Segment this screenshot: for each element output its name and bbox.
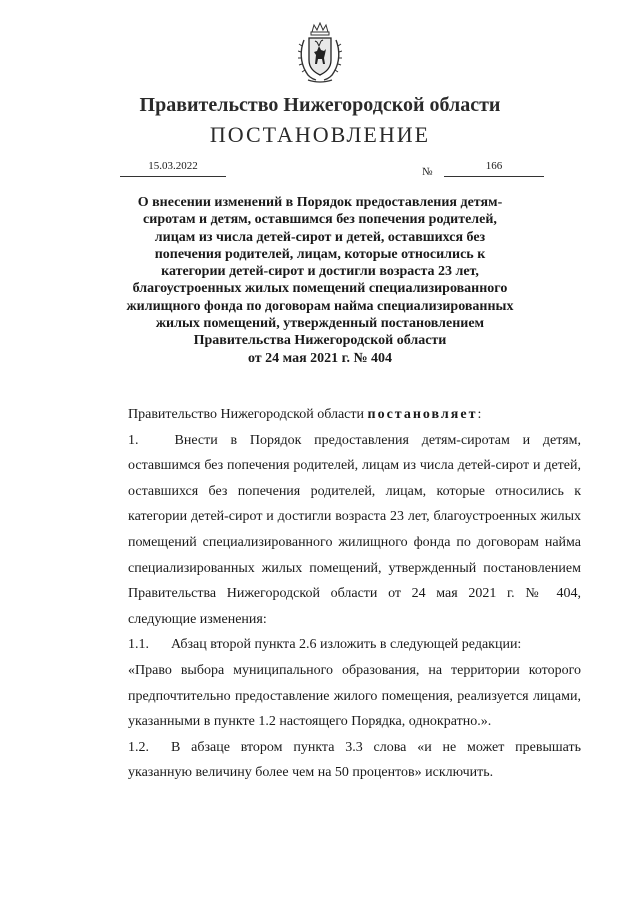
heading-line: от 24 мая 2021 г. № 404	[247, 350, 393, 366]
paragraph-1-2-text: В абзаце втором пункта 3.3 слова «и не может превышать указанную величину более чем на 50 процентов» исключить.	[128, 739, 581, 781]
heading-line: сиротам и детям, оставшимся без попечения родителей,	[143, 212, 497, 228]
heading-line: жилых помещений, утвержденный постановлением	[155, 316, 485, 332]
heading-line: благоустроенных жилых помещений специализированного	[132, 281, 508, 297]
paragraph-1-1-number: 1.1.	[128, 637, 149, 653]
number-underline	[444, 176, 544, 177]
date-underline	[120, 176, 226, 177]
date-field	[120, 160, 226, 178]
number-field	[422, 160, 544, 178]
intro-prefix: Правительство Нижегородской области	[128, 407, 364, 422]
heading-line: О внесении изменений в Порядок предоставления детям-	[137, 195, 503, 210]
number-sign: №	[422, 166, 433, 178]
intro-verb: постановляет	[367, 407, 478, 422]
heading-line: категории детей-сирот и достигли возраста 23 лет,	[161, 264, 479, 280]
document-heading	[110, 194, 530, 367]
date-value: 15.03.2022	[148, 160, 198, 172]
paragraph-1-1-text: Абзац второй пункта 2.6 изложить в следующей редакции:	[171, 637, 522, 653]
paragraph-1	[95, 428, 581, 633]
intro-colon: :	[477, 407, 482, 422]
heading-line: жилищного фонда по договорам найма специализированных	[126, 298, 514, 314]
document-body	[95, 402, 581, 786]
heading-line: попечения родителей, лицам, которые относились к	[154, 246, 486, 262]
heading-line: Правительства Нижегородской области	[193, 333, 447, 349]
quoted-paragraph: «Право выбора муниципального образования, на территории которого предпочтительно предоставление жилого помещения, реализуется лицами, указанными в пункте 1.2 настоящего Порядка, однократно.».	[128, 662, 581, 730]
paragraph-1-number: 1.	[128, 432, 139, 448]
document-type: ПОСТАНОВЛЕНИЕ	[209, 122, 431, 147]
intro-paragraph	[95, 402, 581, 428]
paragraph-1-2	[95, 735, 581, 786]
paragraph-1-2-number: 1.2.	[128, 739, 149, 755]
paragraph-1-1	[95, 632, 581, 658]
heading-line: лицам из числа детей-сирот и детей, оставшихся без	[154, 229, 486, 245]
coat-of-arms-emblem	[298, 22, 342, 84]
government-name: Правительство Нижегородской области	[139, 94, 501, 116]
paragraph-1-text: Внести в Порядок предоставления детям-сиротам и детям, оставшимся без попечения родителей, лицам из числа детей-сирот и детей, оставшихся без попечения родителей, лицам, которые относились к категории детей-сирот и достигли возраста 23 лет, благоустроенных жилых помещений специализированного жилищного фонда по договорам найма специализированных жилых помещений, утвержденный постановлением Правительства Нижегородской области от 24 мая 2021 г. № 404, следующие изменения:	[128, 432, 581, 627]
number-value: 166	[485, 160, 503, 172]
